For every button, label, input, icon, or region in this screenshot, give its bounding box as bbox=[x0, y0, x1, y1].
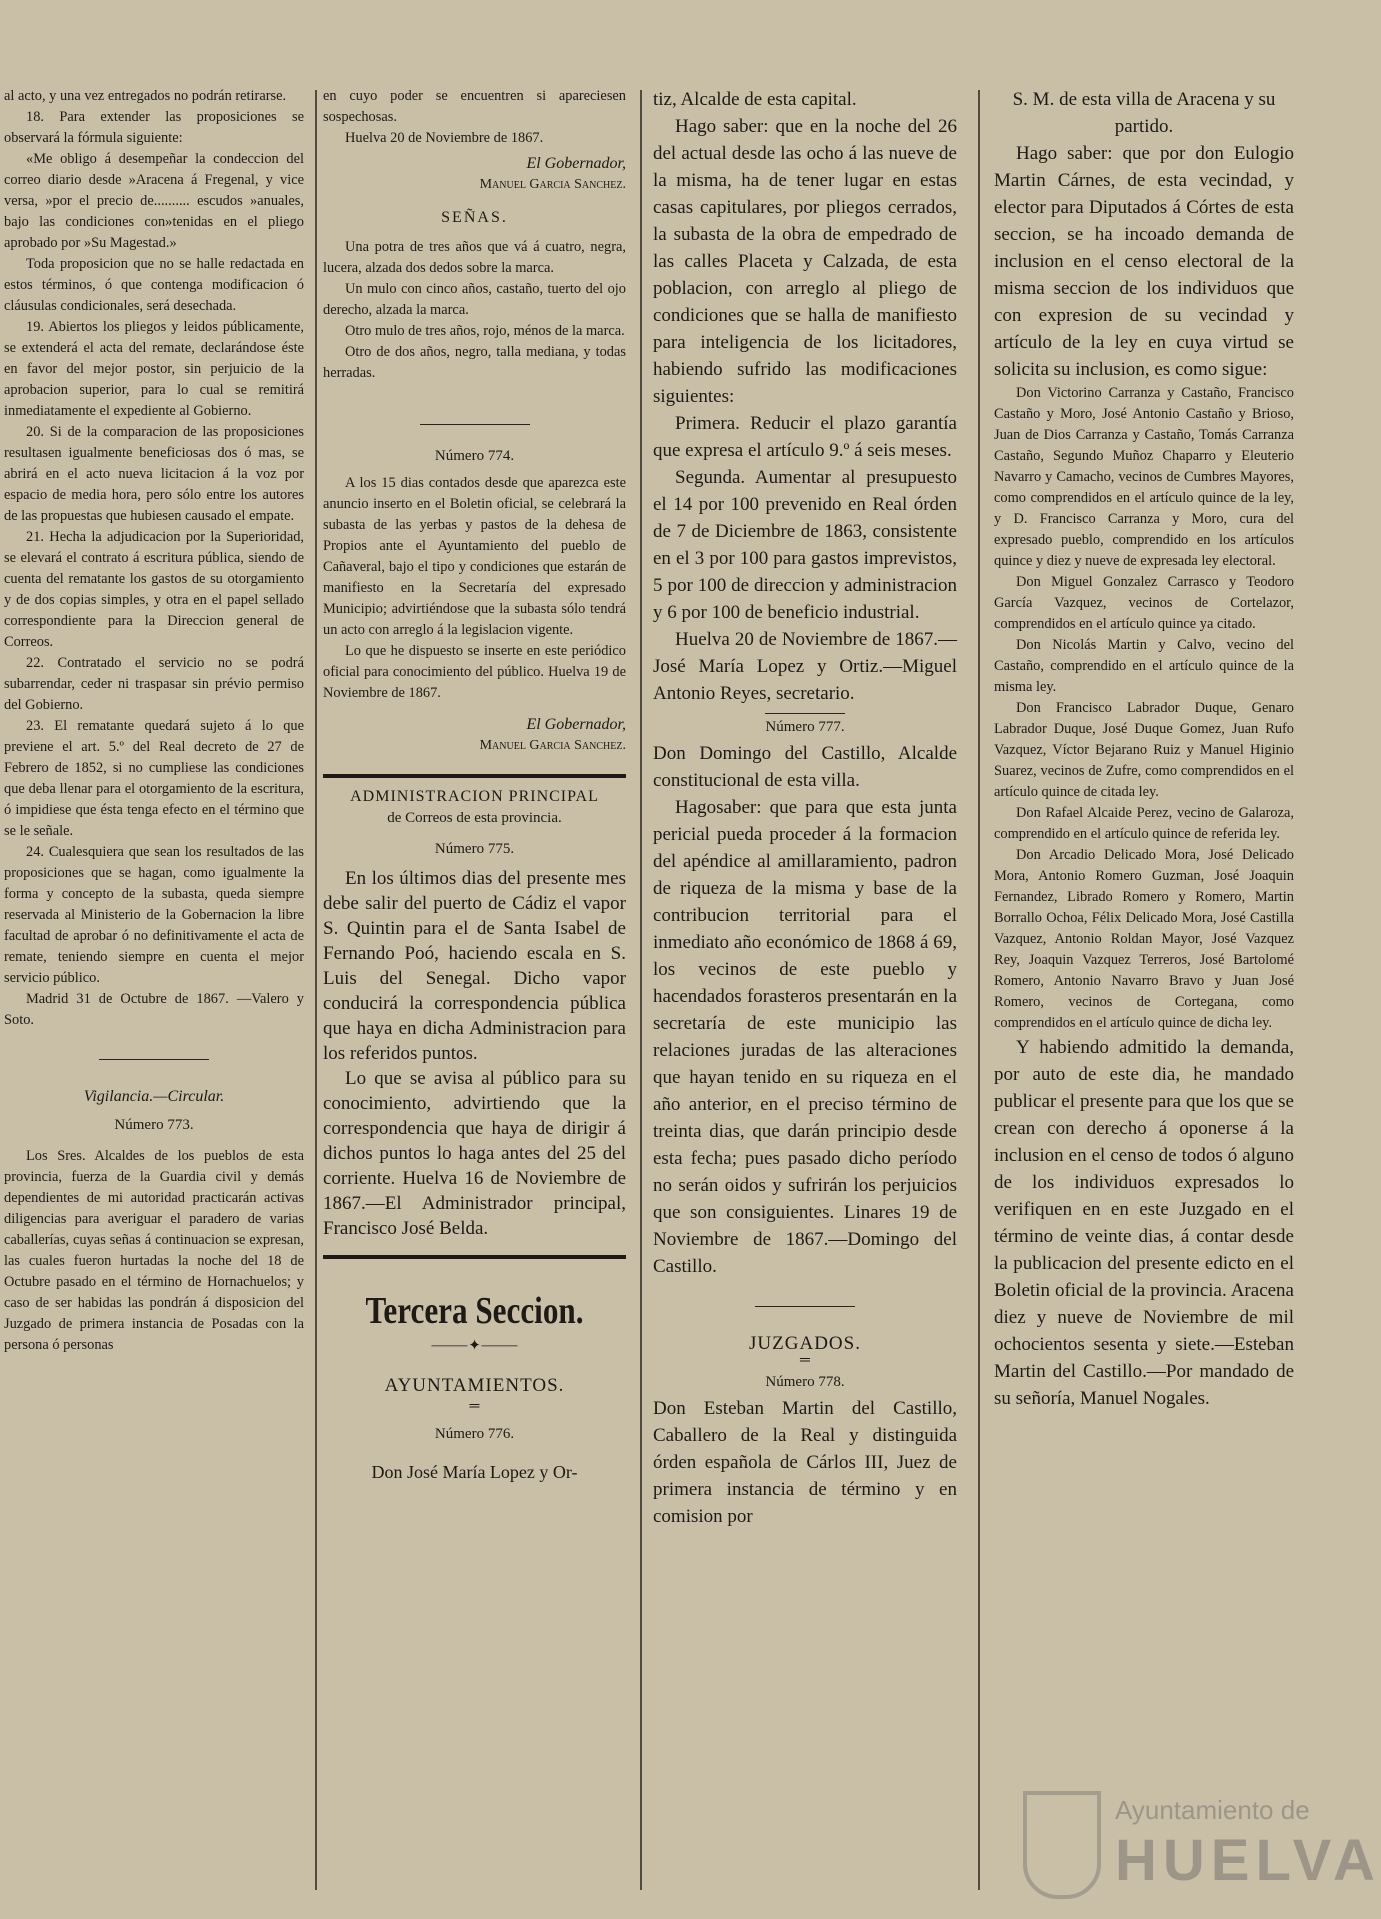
signature-name: Manuel Garcia Sanchez. bbox=[479, 177, 626, 192]
date-line: Huelva 20 de Noviembre de 1867. bbox=[345, 130, 544, 146]
paragraph: Don Nicolás Martin y Calvo, vecino del Castaño, comprendido en el artículo quince de la misma ley. bbox=[994, 637, 1294, 695]
divider bbox=[755, 1306, 855, 1307]
section-title: Tercera Seccion. bbox=[365, 1290, 584, 1332]
paragraph: Don Victorino Carranza y Castaño, Francisco Castaño y Moro, José Antonio Castaño y Brioso, Juan de Dios Carranza y Castaño, Tomás Carranza Castaño, Segundo Muñoz Chaparro y Eleuterio Navarro y Camacho, vecinos de Cumbres Mayores, como comprendidos en el artículo quince de la ley, y D. Francisco Carranza y Moro, cura del expresado pueblo, comprendido en los artículos quince y diez y nueve de expresada ley electoral. bbox=[994, 385, 1294, 569]
notice-number: Número 777. bbox=[765, 719, 845, 735]
paragraph: Los Sres. Alcaldes de los pueblos de esta provincia, fuerza de la Guardia civil y demás dependientes de mi autoridad practicarán activas diligencias para averiguar el paradero de varias caballerías, cuyas señas á continuacion se expresan, las cuales fueron hurtadas la noche del 18 de Octubre pasado en el término de Hornachuelos; y caso de ser habidas las pondrán á disposicion del Juzgado de primera instancia de Posadas con la persona ó personas bbox=[4, 1148, 304, 1353]
divider bbox=[420, 424, 530, 425]
paragraph: Otro mulo de tres años, rojo, ménos de la marca. bbox=[345, 323, 625, 339]
notice-number: Número 776. bbox=[434, 1426, 515, 1442]
paragraph: S. M. de esta villa de Aracena y su partido. bbox=[1012, 89, 1276, 137]
column-1 bbox=[0, 86, 304, 1356]
ornament: ═ bbox=[469, 1399, 480, 1414]
paragraph: 23. El rematante quedará sujeto á lo que previene el art. 5.º del Real decreto de 27 de Febrero de 1852, si no cumpliese las condiciones que deba llenar para el otorgamiento de la escritura, ó impidiese que ésta tenga efecto en el término que se le señale. bbox=[4, 718, 304, 839]
column-rule bbox=[640, 90, 642, 1890]
paragraph: Y habiendo admitido la demanda, por auto de este dia, he mandado publicar el presente para que los que se crean con derecho á oponerse á la inclusion en el censo de todos ó alguno de los individuos expresados lo verifiquen en en este Juzgado en el término de veinte dias, á contar desde la publicacion del presente edicto en el Boletin oficial de la provincia. Aracena diez y nueve de Noviembre de mil ochocientos sesenta y siete.—Esteban Martin del Castillo.—Por mandado de su señoría, Manuel Nogales. bbox=[994, 1037, 1294, 1409]
section-heading: ADMINISTRACION PRINCIPAL bbox=[350, 788, 599, 805]
paragraph: 21. Hecha la adjudicacion por la Superioridad, se elevará el contrato á escritura pública, siendo de cuenta del rematante los gastos de su otorgamiento y de dos copias simples, y otra en el papel sellado correspondiente para la Direccion general de Correos. bbox=[4, 529, 304, 650]
watermark-text: HUELVA bbox=[1115, 1828, 1381, 1893]
notice-number: Número 778. bbox=[765, 1374, 845, 1390]
paragraph: En los últimos dias del presente mes debe salir del puerto de Cádiz el vapor S. Quintin para el de Santa Isabel de Fernando Poó, haciendo escala en S. Luis del Senegal. Dicho vapor conducirá la correspondencia pública que haya en dicha Administracion para los referidos puntos. bbox=[323, 868, 626, 1064]
paragraph: Hago saber: que en la noche del 26 del actual desde las ocho á las nueve de la misma, ha de tener lugar en estas casas capitulares, por pliegos cerrados, la subasta de la obra de empedrado de las calles Placeta y Calzada, de esta poblacion, con arreglo al pliego de condiciones que se halla de manifiesto para inteligencia de los licitadores, habiendo sufrido las modificaciones siguientes: bbox=[653, 116, 957, 407]
paragraph: Lo que he dispuesto se inserte en este periódico oficial para conocimiento del público. Huelva 19 de Noviembre de 1867. bbox=[323, 643, 626, 701]
watermark-text: Ayuntamiento de bbox=[1115, 1795, 1310, 1825]
paragraph: Don Arcadio Delicado Mora, José Delicado Mora, Antonio Romero Guzman, José Joaquin Fernandez, Librado Romero y Romero, Martin Borrallo Ochoa, Félix Delicado Mora, José Castilla Vazquez, Antonio Roldan Mayor, José Vazquez Rey, Joaquin Vazquez Terreros, José Bartolomé Romero, Antonio Navarro Bravo y Juan José Romero, vecinos de Cortegana, como comprendidos en el artículo quince de dicha ley. bbox=[994, 847, 1294, 1031]
paragraph: Don Esteban Martin del Castillo, Caballero de la Real y distinguida órden española de Cárlos III, Juez de primera instancia de término y en comision por bbox=[653, 1398, 957, 1527]
shield-icon bbox=[1023, 1791, 1101, 1899]
signature-title: El Gobernador, bbox=[526, 155, 626, 172]
signature-title: El Gobernador, bbox=[526, 716, 626, 733]
section-title: Vigilancia.—Circular. bbox=[83, 1088, 225, 1105]
paragraph: Don Domingo del Castillo, Alcalde constitucional de esta villa. bbox=[653, 743, 957, 791]
paragraph: Don Miguel Gonzalez Carrasco y Teodoro García Vazquez, vecinos de Cortelazor, comprendidos en el artículo quince ya citado. bbox=[994, 574, 1294, 632]
column-3 bbox=[653, 86, 957, 1530]
paragraph: 19. Abiertos los pliegos y leidos públicamente, se extenderá el acta del remate, declarándose éste en favor del mejor postor, sin perjuicio de la aprobacion superior, para lo cual se remitirá inmediatamente el expediente al Gobierno. bbox=[4, 319, 304, 419]
section-subheading: de Correos de esta provincia. bbox=[387, 810, 562, 826]
paragraph: 24. Cualesquiera que sean los resultados de las proposiciones que se hagan, como igualmente la forma y concepto de la subasta, queda siempre reservada al Ministerio de la Gobernacion la libre facultad de aprobar ó no definitivamente el acta de remate, teniendo siempre en cuenta el mejor servicio público. bbox=[4, 844, 304, 986]
paragraph: Toda proposicion que no se halle redactada en estos términos, ó que contenga modificacion ó cláusulas condicionales, será desechada. bbox=[4, 256, 304, 314]
paragraph: tiz, Alcalde de esta capital. bbox=[653, 89, 857, 110]
paragraph: Don Francisco Labrador Duque, Genaro Labrador Duque, José Duque Gomez, Juan Rufo Vazquez, Víctor Bejarano Ruiz y Manuel Higinio Suarez, vecinos de Zufre, como comprendidos en el artículo quince de citada ley. bbox=[994, 700, 1294, 800]
column-rule bbox=[315, 90, 317, 1890]
paragraph: Un mulo con cinco años, castaño, tuerto del ojo derecho, alzada la marca. bbox=[323, 281, 626, 318]
notice-number: Número 773. bbox=[114, 1117, 194, 1133]
paragraph: Don José María Lopez y Or- bbox=[371, 1462, 578, 1482]
watermark-logo bbox=[1023, 1787, 1381, 1907]
quoted-formula: «Me obligo á desempeñar la condeccion del correo diario desde »Aracena á Fregenal, y vice versa, »por el precio de.......... escudos »anuales, bajo las condiciones con»tenidas en el pliego aprobado por »Su Magestad.» bbox=[4, 151, 304, 251]
paragraph: al acto, y una vez entregados no podrán retirarse. bbox=[4, 88, 287, 104]
paragraph: Otro de dos años, negro, talla mediana, y todas herradas. bbox=[323, 344, 626, 381]
ornament: ═ bbox=[800, 1353, 810, 1368]
paragraph: 18. Para extender las proposiciones se observará la fórmula siguiente: bbox=[4, 109, 304, 146]
ornament: ⸻✦⸻ bbox=[430, 1338, 519, 1354]
signature-name: Manuel Garcia Sanchez. bbox=[479, 738, 626, 753]
paragraph: 20. Si de la comparacion de las proposiciones resultasen igualmente beneficiosas dos ó mas, se abrirá en el acto nueva licitacion á la voz por espacio de media hora, pero sólo entre los autores de las propuestas que hubiesen causado el empate. bbox=[4, 424, 304, 524]
section-heading: AYUNTAMIENTOS. bbox=[384, 1375, 565, 1396]
column-rule bbox=[978, 90, 980, 1890]
paragraph: A los 15 dias contados desde que aparezca este anuncio inserto en el Boletin oficial, se celebrará la subasta de las yerbas y pastos de la dehesa de Propios ante el Ayuntamiento del pueblo de Cañaveral, bajo el tipo y condiciones que estarán de manifiesto en la Secretaría del expresado Municipio; advirtiéndose que la subasta sólo tendrá un acto con arreglo á la legislacion vigente. bbox=[323, 475, 626, 638]
paragraph: Don Rafael Alcaide Perez, vecino de Galaroza, comprendido en el artículo quince de referida ley. bbox=[994, 805, 1294, 842]
section-title: SEÑAS. bbox=[441, 209, 508, 226]
column-2 bbox=[323, 86, 626, 1486]
divider bbox=[99, 1059, 209, 1060]
paragraph: Hagosaber: que para que esta junta pericial pueda proceder á la formacion del apéndice al amillaramiento, padron de riqueza de la misma y base de la contribucion territorial para el inmediato año económico de 1868 á 69, los vecinos de este pueblo y hacendados forasteros presentarán en la secretaría de este municipio las relaciones juradas de las alteraciones que hayan tenido en su riqueza en el año anterior, en el preciso término de treinta dias, que darán principio desde esta fecha; pues pasado dicho período no serán oidos y sufrirán los perjuicios que son consiguientes. Linares 19 de Noviembre de 1867.—Domingo del Castillo. bbox=[653, 797, 957, 1277]
notice-number: Número 774. bbox=[434, 448, 515, 464]
paragraph: Primera. Reducir el plazo garantía que expresa el artículo 9.º á seis meses. bbox=[653, 413, 957, 461]
date-signature: Madrid 31 de Octubre de 1867. —Valero y Soto. bbox=[4, 991, 304, 1028]
notice-number: Número 775. bbox=[434, 841, 515, 857]
divider bbox=[323, 1255, 626, 1259]
column-4 bbox=[994, 86, 1294, 1412]
paragraph: Hago saber: que por don Eulogio Martin Cárnes, de esta vecindad, y elector para Diputados á Córtes de esta seccion, se ha incoado demanda de inclusion en el censo electoral de la misma seccion de los individuos que con expresion de su vecindad y artículo de la ley en cuya virtud se solicita su inclusion, es como sigue: bbox=[994, 143, 1294, 380]
paragraph: 22. Contratado el servicio no se podrá subarrendar, ceder ni traspasar sin prévio permiso del Gobierno. bbox=[4, 655, 304, 713]
section-heading: JUZGADOS. bbox=[749, 1333, 861, 1354]
paragraph: Segunda. Aumentar al presupuesto el 14 por 100 prevenido en Real órden de 7 de Diciembre de 1863, consistente en el 3 por 100 para gastos imprevistos, 5 por 100 de direccion y administracion y 6 por 100 de beneficio industrial. bbox=[653, 467, 957, 623]
divider bbox=[323, 774, 626, 778]
paragraph: Una potra de tres años que vá á cuatro, negra, lucera, alzada dos dedos sobre la marca. bbox=[323, 239, 626, 276]
divider bbox=[765, 713, 845, 714]
paragraph: Lo que se avisa al público para su conocimiento, advirtiendo que la correspondencia que haya de dirigir á dichos puntos lo haga antes del 25 del corriente. Huelva 16 de Noviembre de 1867.—El Administrador principal, Francisco José Belda. bbox=[323, 1068, 626, 1239]
paragraph: en cuyo poder se encuentren si apareciesen sospechosas. bbox=[323, 88, 626, 125]
paragraph: Huelva 20 de Noviembre de 1867.—José María Lopez y Ortiz.—Miguel Antonio Reyes, secretario. bbox=[653, 629, 957, 704]
